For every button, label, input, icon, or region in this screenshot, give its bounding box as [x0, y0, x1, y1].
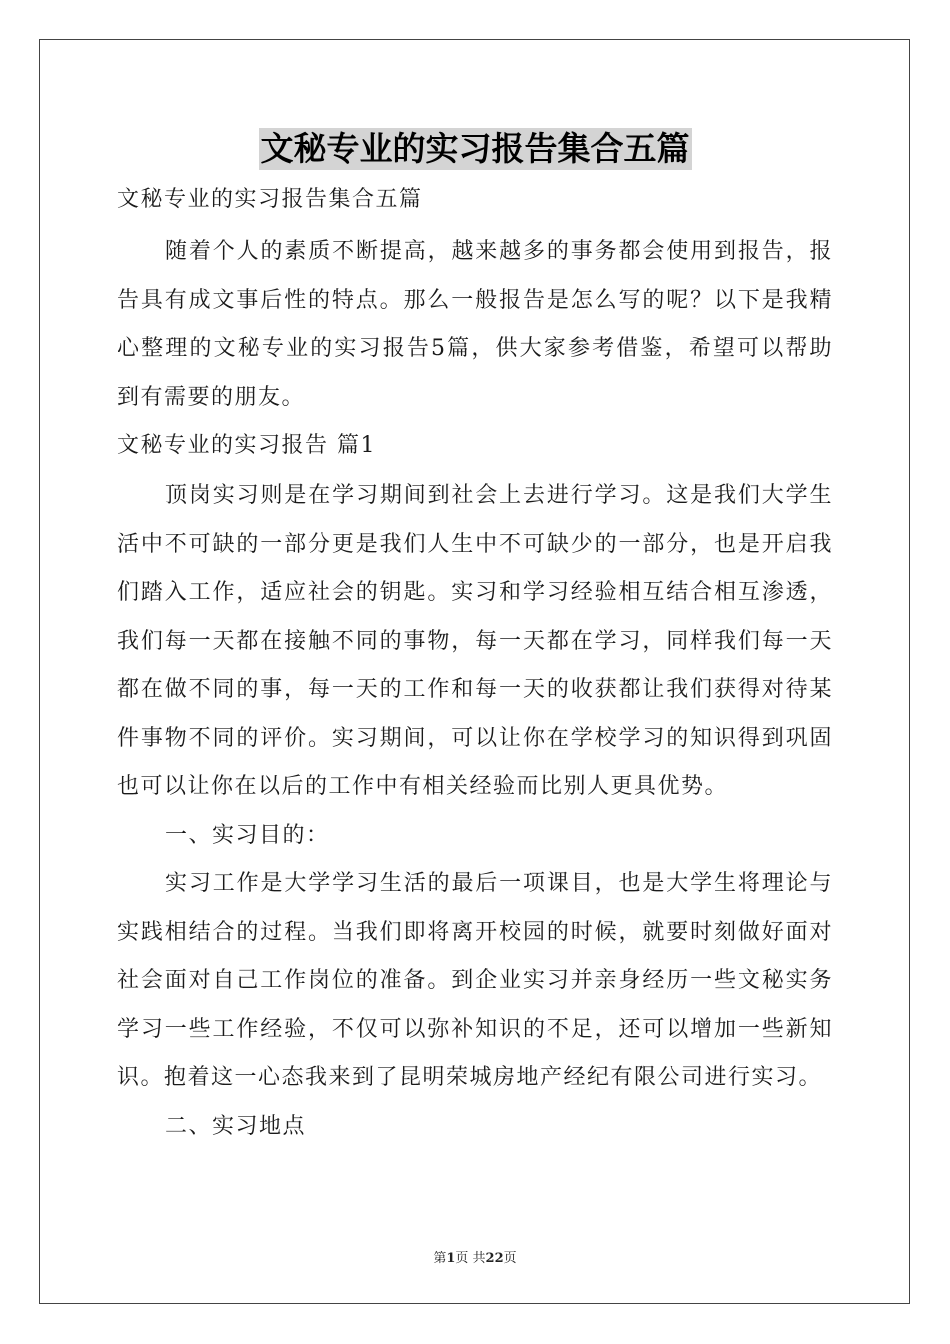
total-page-number: 22 — [485, 1251, 504, 1266]
footer-mid: 页 共 — [455, 1251, 486, 1266]
document-title: 文秘专业的实习报告集合五篇 — [260, 129, 690, 168]
paragraph: 顶岗实习则是在学习期间到社会上去进行学习。这是我们大学生活中不可缺的一部分更是我们人生中不可缺少的一部分，也是开启我们踏入工作，适应社会的钥匙。实习和学习经验相互结合相互渗透，我们每一天都在接触不同的事物，每一天都在学习，同样我们每一天都在做不同的事，每一天的工作和每一天的收获都让我们获得对待某件事物不同的评价。实习期间，可以让你在学校学习的知识得到巩固也可以让你在以后的工作中有相关经验而比别人更具优势。 — [117, 483, 833, 799]
footer-suffix: 页 — [503, 1251, 517, 1266]
title-area — [0, 128, 950, 170]
intro-paragraph: 随着个人的素质不断提高，越来越多的事务都会使用到报告，报告具有成文事后性的特点。那么一般报告是怎么写的呢？以下是我精心整理的文秘专业的实习报告5篇，供大家参考借鉴，希望可以帮助到有需要的朋友。 — [117, 239, 833, 410]
section-heading: 文秘专业的实习报告 篇1 — [117, 433, 376, 458]
page-footer — [0, 1247, 950, 1266]
heading-purpose: 一、实习目的： — [165, 822, 330, 848]
subtitle: 文秘专业的实习报告集合五篇 — [117, 187, 423, 212]
current-page-number: 1 — [446, 1251, 456, 1266]
heading-location: 二、实习地点 — [165, 1113, 307, 1139]
footer-prefix: 第 — [433, 1251, 447, 1266]
document-body — [117, 182, 833, 1151]
paragraph: 实习工作是大学学习生活的最后一项课目，也是大学生将理论与实践相结合的过程。当我们即将离开校园的时候，就要时刻做好面对社会面对自己工作岗位的准备。到企业实习并亲身经历一些文秘实务学习一些工作经验，不仅可以弥补知识的不足，还可以增加一些新知识。抱着这一心态我来到了昆明荣城房地产经纪有限公司进行实习。 — [117, 871, 833, 1090]
